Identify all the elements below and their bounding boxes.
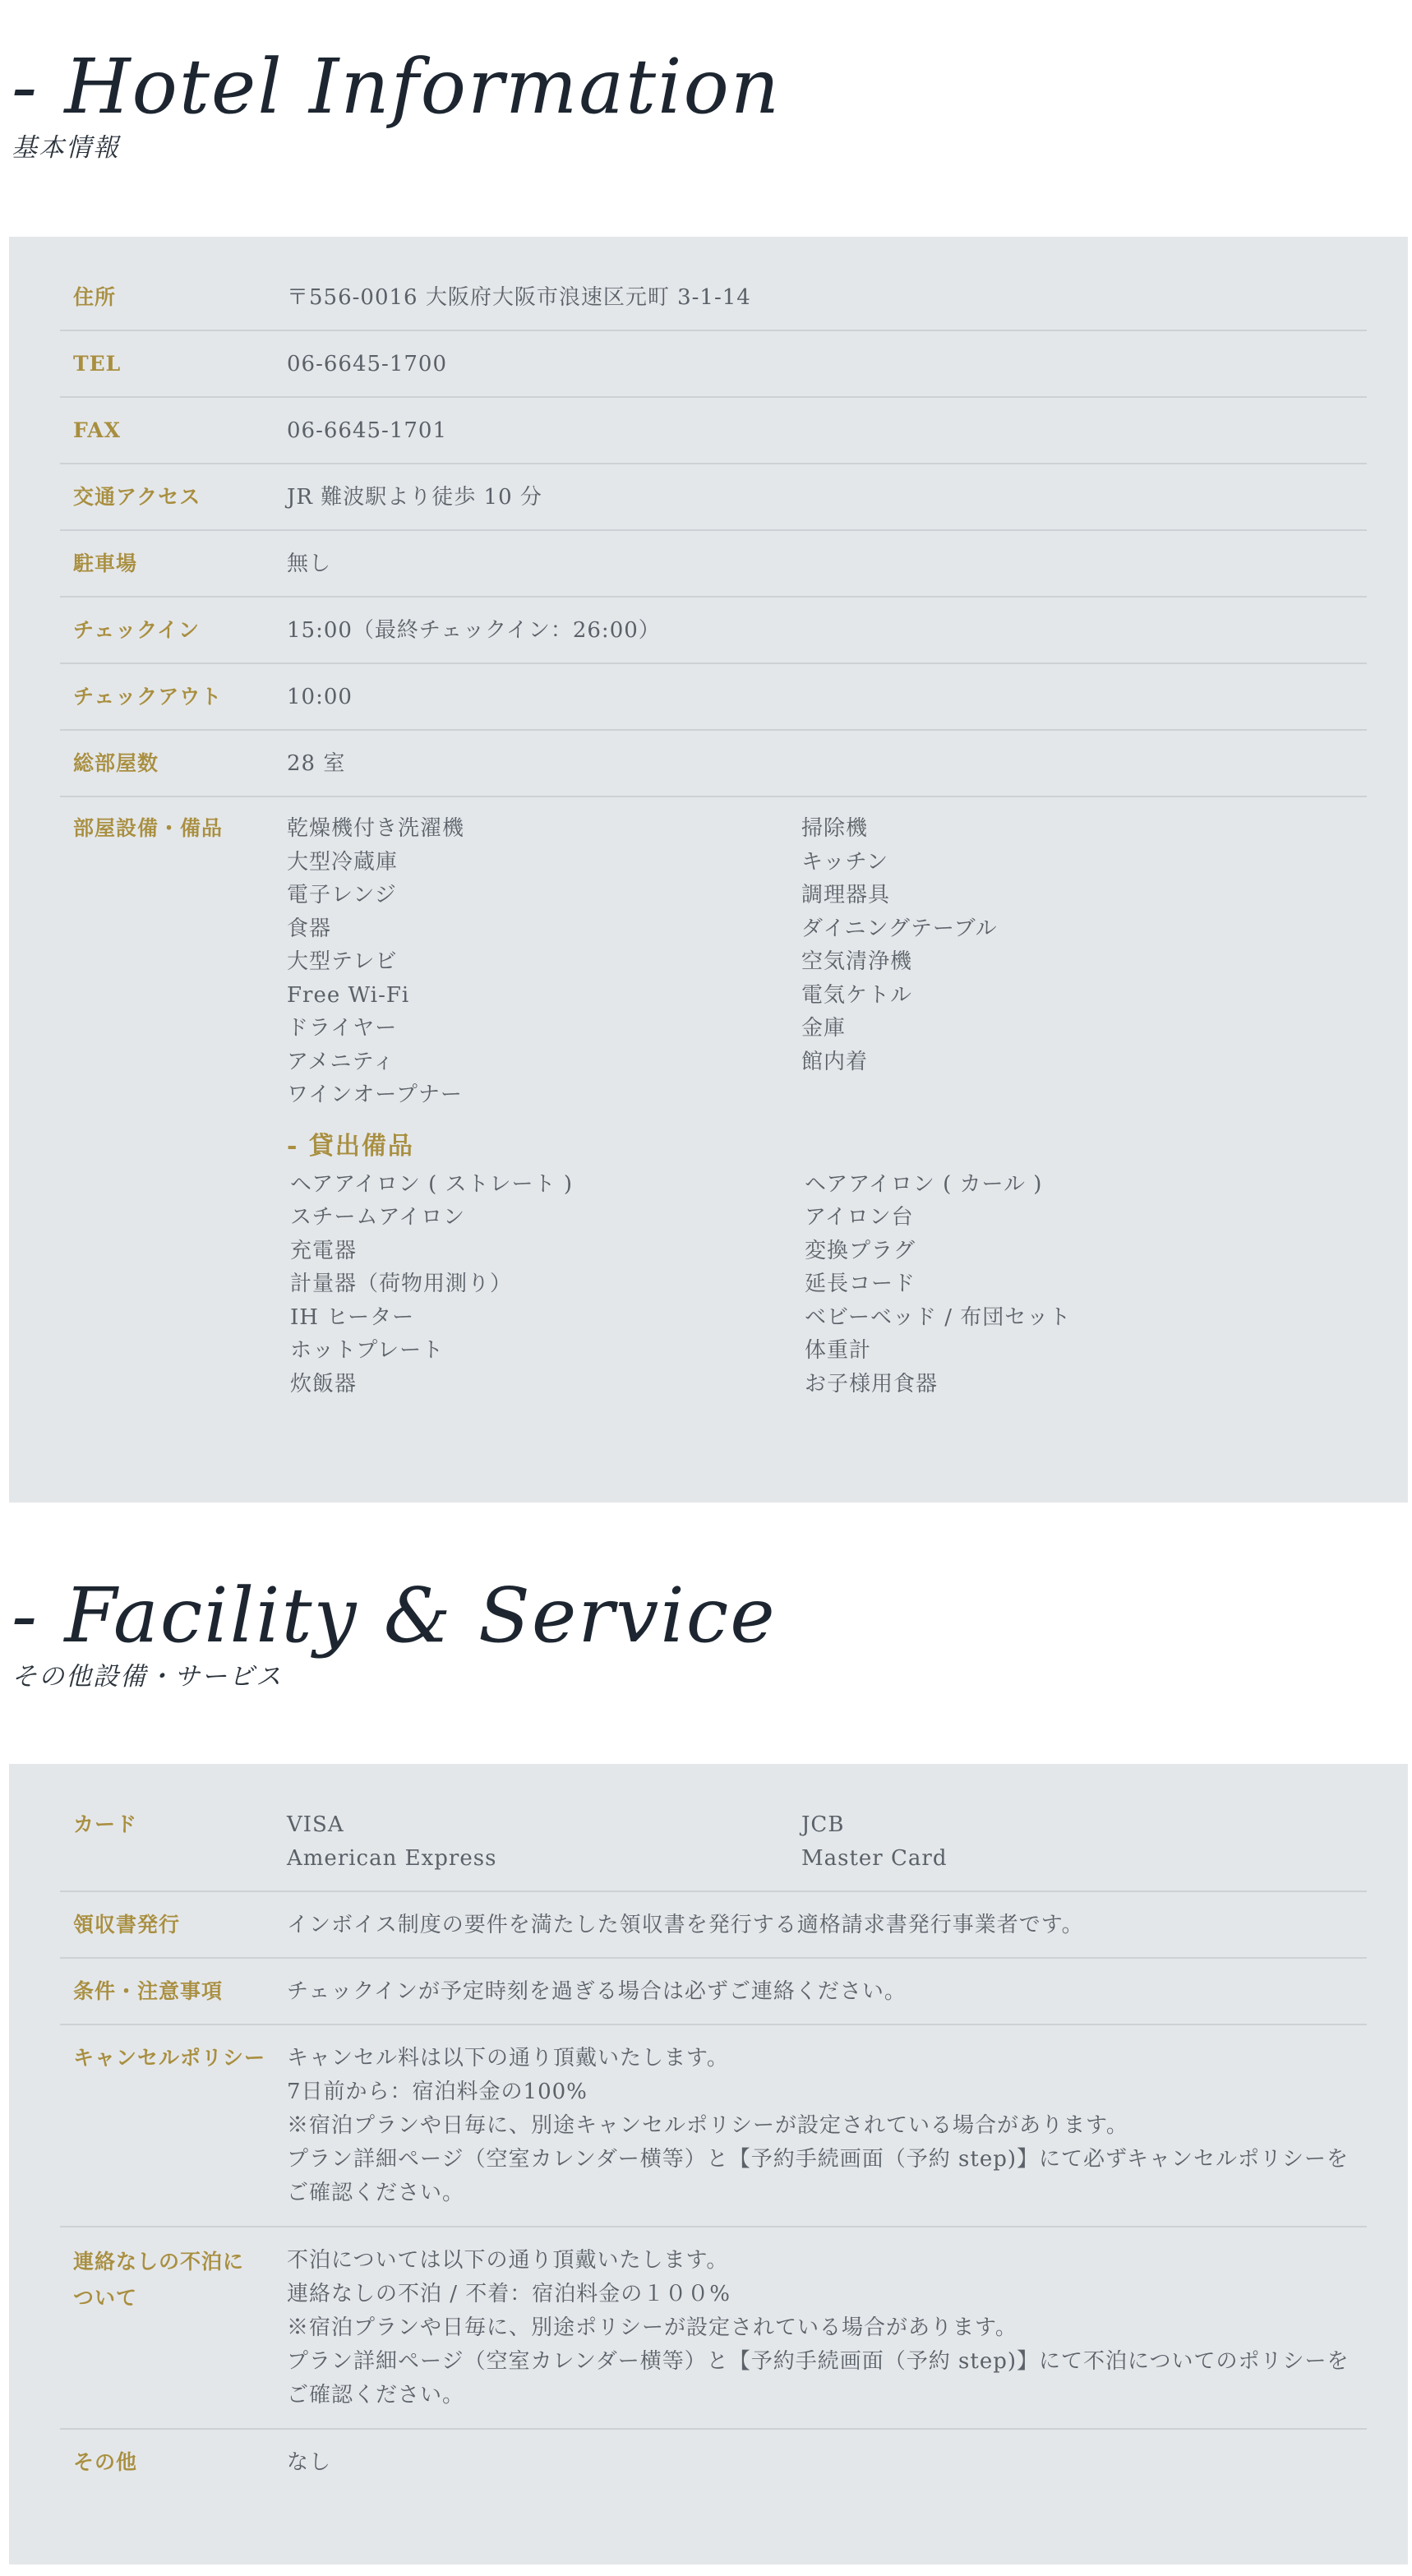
facility-row-card [60, 1790, 1367, 1892]
info-label: 条件・注意事項 [73, 1979, 224, 2003]
hotel-info-table [60, 263, 1367, 1401]
facility-header [12, 1572, 777, 1693]
info-value: なし [287, 2450, 332, 2475]
policy-line: プラン詳細ページ（空室カレンダー横等）と【予約手続画面（予約 step)】にて不泊についてのポリシーを [287, 2349, 1350, 2374]
list-item: 電子レンジ [287, 883, 397, 907]
list-item: 館内着 [801, 1049, 869, 1074]
policy-line: 連絡なしの不泊 / 不着：宿泊料金の１００% [287, 2282, 731, 2306]
facility-title: - Facility & Service [12, 1572, 777, 1660]
facility-row-conditions [60, 1959, 1367, 2025]
list-item: Master Card [801, 1845, 948, 1871]
facility-row-cancel [60, 2025, 1367, 2227]
info-label: カード [73, 1812, 138, 1836]
facility-panel [9, 1764, 1408, 2564]
info-label: チェックイン [73, 618, 201, 642]
list-item: 充電器 [290, 1238, 358, 1263]
label-line: 連絡なしの不泊に [73, 2250, 245, 2274]
info-value: 06-6645-1701 [287, 418, 447, 443]
card-col-2 [801, 1808, 1316, 1875]
list-item: ダイニングテーブル [801, 916, 998, 941]
policy-line: 不泊については以下の通り頂戴いたします。 [287, 2248, 729, 2273]
list-item: 炊飯器 [290, 1371, 358, 1396]
amenities-list [287, 812, 1367, 1112]
list-item: キッチン [801, 849, 889, 875]
facility-row-receipt [60, 1892, 1367, 1959]
info-value: 〒556-0016 大阪府大阪市浪速区元町 3-1-14 [287, 285, 751, 310]
info-value: チェックインが予定時刻を過ぎる場合は必ずご連絡ください。 [287, 1979, 907, 2004]
info-label: 交通アクセス [73, 485, 201, 509]
cancel-policy-text [287, 2042, 1367, 2210]
list-item: ドライヤー [287, 1016, 398, 1041]
info-label: 駐車場 [73, 552, 138, 575]
info-row-checkout [60, 664, 1367, 731]
policy-line: ご確認ください。 [287, 2181, 465, 2205]
list-item: 電気ケトル [801, 982, 913, 1008]
info-value: 06-6645-1700 [287, 352, 447, 376]
card-list [287, 1808, 1367, 1875]
info-row-checkin [60, 598, 1367, 664]
list-item: 体重計 [805, 1338, 872, 1363]
hotel-info-panel [9, 237, 1408, 1503]
list-item: 大型冷蔵庫 [287, 849, 399, 875]
list-item: American Express [287, 1845, 497, 1871]
info-value: 28 室 [287, 751, 346, 776]
facility-subtitle: その他設備・サービス [12, 1662, 283, 1692]
list-item: 空気清浄機 [801, 949, 913, 974]
policy-line: ご確認ください。 [287, 2383, 465, 2407]
info-row-fax [60, 398, 1367, 464]
list-item: ホットプレート [290, 1338, 445, 1363]
info-label: FAX [73, 418, 122, 442]
info-value: JR 難波駅より徒歩 10 分 [287, 485, 542, 510]
card-value [287, 1808, 1367, 1875]
amenities-value [287, 812, 1367, 1401]
info-label: その他 [73, 2450, 138, 2474]
rental-list [287, 1168, 1367, 1401]
info-value: インボイス制度の要件を満たした領収書を発行する適格請求書発行事業者です。 [287, 1913, 1084, 1937]
hotel-info-title: - Hotel Information [12, 43, 782, 131]
list-item: 大型テレビ [287, 949, 398, 974]
list-item: Free Wi-Fi [287, 982, 410, 1008]
hotel-info-subtitle: 基本情報 [12, 133, 120, 163]
facility-row-other [60, 2430, 1367, 2495]
list-item: 乾燥機付き洗濯機 [287, 816, 465, 841]
info-label: キャンセルポリシー [73, 2046, 266, 2070]
list-item: VISA [287, 1812, 344, 1837]
info-value: 10:00 [287, 685, 353, 709]
info-row-rooms [60, 731, 1367, 797]
info-row-parking [60, 531, 1367, 598]
info-label: 総部屋数 [73, 751, 159, 775]
info-label: 住所 [73, 285, 117, 309]
list-item: ベビーベッド / 布団セット [805, 1304, 1072, 1330]
list-item: アメニティ [287, 1049, 395, 1074]
list-item: 金庫 [801, 1016, 847, 1041]
info-label: 領収書発行 [73, 1913, 181, 1937]
info-label [60, 2244, 287, 2412]
facility-table [60, 1790, 1367, 2495]
list-item: 食器 [287, 916, 332, 941]
amenities-col-1 [287, 812, 801, 1112]
policy-line: ※宿泊プランや日毎に、別途キャンセルポリシーが設定されている場合があります。 [287, 2113, 1128, 2138]
list-item: ヘアアイロン ( ストレート ) [290, 1171, 573, 1197]
info-label: チェックアウト [73, 685, 223, 709]
policy-line: 7日前から：宿泊料金の100% [287, 2080, 588, 2104]
info-row-amenities [60, 797, 1367, 1401]
noshow-policy-text [287, 2244, 1367, 2412]
rental-col-1 [290, 1168, 805, 1401]
list-item: ワインオープナー [287, 1083, 463, 1107]
list-item: 変換プラグ [805, 1238, 916, 1263]
list-item: アイロン台 [805, 1205, 914, 1230]
list-item: 掃除機 [801, 816, 869, 841]
info-row-address [60, 263, 1367, 331]
list-item: 計量器（荷物用測り） [290, 1272, 513, 1296]
list-item: お子様用食器 [805, 1371, 939, 1396]
info-value: 15:00（最終チェックイン：26:00） [287, 618, 661, 643]
list-item: 調理器具 [801, 883, 891, 907]
info-row-tel [60, 331, 1367, 398]
info-label: 部屋設備・備品 [73, 816, 224, 840]
rental-col-2 [805, 1168, 1319, 1401]
rental-heading: - 貸出備品 [287, 1131, 414, 1161]
list-item: IH ヒーター [290, 1304, 415, 1330]
list-item: JCB [801, 1812, 845, 1837]
policy-line: ※宿泊プランや日毎に、別途ポリシーが設定されている場合があります。 [287, 2315, 1017, 2340]
info-row-access [60, 464, 1367, 531]
info-value: 無し [287, 552, 332, 576]
list-item: ヘアアイロン ( カール ) [805, 1171, 1043, 1197]
facility-row-noshow [60, 2227, 1367, 2430]
policy-line: キャンセル料は以下の通り頂戴いたします。 [287, 2046, 729, 2070]
amenities-col-2 [801, 812, 1316, 1112]
hotel-info-header [12, 43, 782, 164]
label-line: ついて [73, 2286, 138, 2310]
policy-line: プラン詳細ページ（空室カレンダー横等）と【予約手続画面（予約 step)】にて必ずキャンセルポリシーを [287, 2147, 1349, 2172]
info-label: TEL [73, 352, 122, 376]
list-item: 延長コード [805, 1272, 916, 1296]
list-item: スチームアイロン [290, 1205, 466, 1230]
card-col-1 [287, 1808, 801, 1875]
